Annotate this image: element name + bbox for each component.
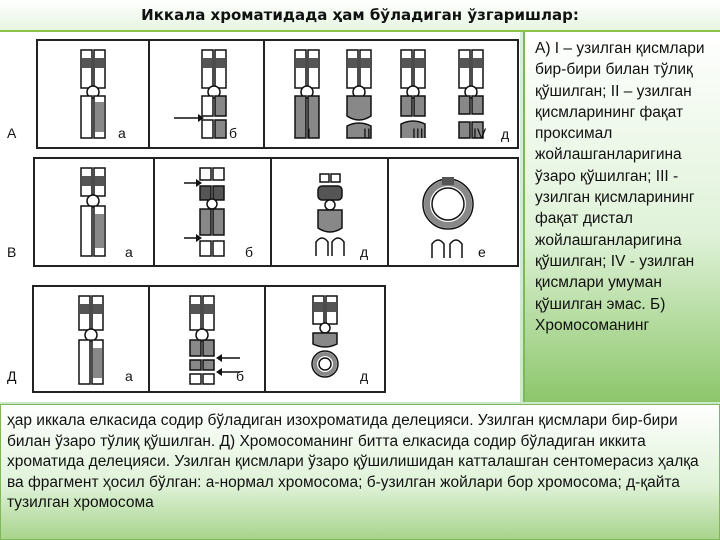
chromosome-b-normal — [78, 166, 108, 258]
row-b-label-b: б — [245, 244, 254, 260]
description-box-right — [523, 32, 720, 402]
row-d-label-b: б — [236, 368, 245, 384]
row-d-label-a: а — [125, 368, 133, 384]
description-box-bottom — [0, 404, 720, 540]
row-a-label-d: д — [501, 126, 510, 142]
row-b-divider-2 — [270, 157, 272, 265]
row-a-label-b: б — [229, 125, 238, 141]
row-a-label-a: а — [118, 125, 126, 141]
row-b-label-e: е — [478, 244, 486, 260]
row-a-label-i: I — [307, 125, 311, 141]
description-text-bottom: ҳар иккала елкасида содир бўладиган изохроматида делецияси. Узилган қисмлари бир-бири билан ўзаро тўлиқ қўшилган. Д) Хромосоманинг битта елкасида содир бўладиган иккита хроматида делецияси. Узилган қисмлари ўзаро қўшилишидан катталашган сентомерасиз ҳалқа ва фрагмент ҳосил бўлган: а-нормал хромосома; б-узилган жойлари бор хромосома; д-қайта тузилган хромосома — [7, 412, 699, 512]
row-b-label-a: а — [125, 244, 133, 260]
row-d-label: Д — [7, 368, 17, 384]
chromosome-a-normal — [78, 48, 108, 140]
row-b-label: В — [7, 244, 17, 260]
row-d-divider-2 — [264, 285, 266, 391]
row-a-label-iii: III — [412, 125, 424, 141]
chromosome-a-broken — [174, 48, 234, 140]
slide-title: Иккала хроматидада ҳам бўладиган ўзгаришлар: — [0, 0, 720, 32]
chromosome-b-broken — [184, 166, 244, 258]
chromosome-b-ring — [418, 174, 478, 260]
row-a-label: А — [7, 125, 17, 141]
row-d-divider-1 — [148, 285, 150, 391]
row-b-label-d: д — [360, 244, 369, 260]
chromosome-d-normal — [76, 294, 106, 386]
row-a-label-ii: II — [363, 125, 371, 141]
chromosome-figure — [0, 32, 520, 402]
row-b-divider-3 — [387, 157, 389, 265]
row-b-divider-1 — [153, 157, 155, 265]
description-text-right: А) I – узилган қисмлари бир-бири билан тўлиқ қўшилган; II – узилган қисмларининг фақат проксимал жойлашганларигина ўзаро қўшилган; III - узилган қисмларининг фақат дистал жойлашганларигина қўшилган; IV - узилган қисмлари умуман қўшилган эмас. Б) Хромосоманинг — [535, 40, 705, 334]
row-d-label-d: д — [360, 368, 369, 384]
chromosome-d-broken — [184, 294, 244, 386]
chromosome-d-rearranged — [302, 294, 348, 386]
chromosome-b-rearranged — [312, 172, 352, 258]
row-a-label-iv: IV — [473, 125, 487, 141]
